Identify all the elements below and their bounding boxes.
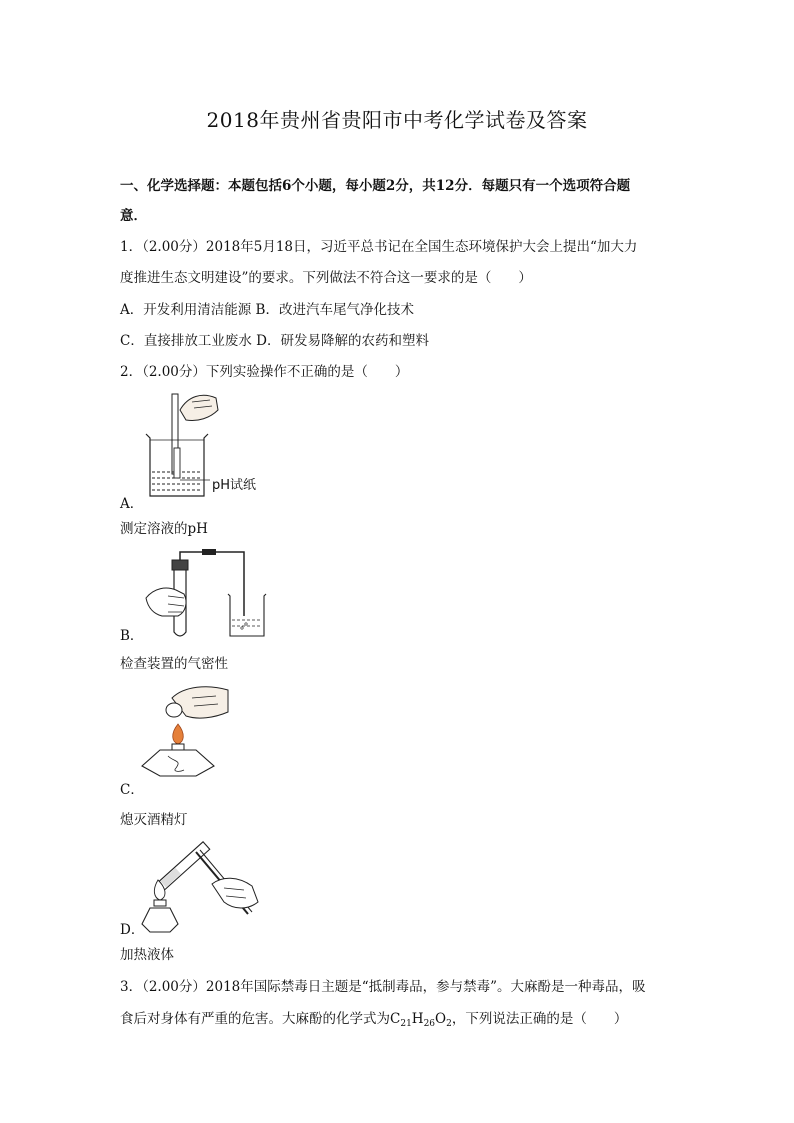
q3-stem-line1: 3．（2.00分）2018年国际禁毒日主题是“抵制毒品，参与禁毒”。大麻酚是一种毒品，吸	[120, 979, 646, 995]
ph-paper-label: pH试纸	[212, 478, 257, 493]
q2-option-c-caption: 熄灭酒精灯	[120, 812, 188, 828]
q2-option-d-letter: D．	[120, 922, 145, 938]
q2-option-a-letter: A．	[120, 496, 144, 512]
q1-stem-line1: 1．（2.00分）2018年5月18日，习近平总书记在全国生态环境保护大会上提出“加大力	[120, 239, 638, 255]
q2-option-c-letter: C．	[120, 782, 144, 798]
q1-options-cd: C．直接排放工业废水 D．研发易降解的农药和塑料	[120, 333, 429, 349]
alcohol-lamp-figure	[132, 680, 242, 780]
heating-liquid-figure	[140, 836, 270, 936]
section-heading-line2: 意．	[120, 208, 147, 224]
document-title: 2018年贵州省贵阳市中考化学试卷及答案	[206, 108, 588, 132]
q2-option-b-letter: B．	[120, 628, 144, 644]
q2-option-b-caption: 检查装置的气密性	[120, 656, 228, 672]
airtightness-figure	[140, 546, 280, 642]
q2-option-a-caption: 测定溶液的pH	[120, 521, 208, 537]
q2-stem: 2．（2.00分）下列实验操作不正确的是（ ）	[120, 364, 409, 380]
section-heading-line1: 一、化学选择题：本题包括6个小题，每小题2分，共12分．每题只有一个选项符合题	[120, 178, 631, 194]
q2-option-d-caption: 加热液体	[120, 947, 174, 963]
q1-options-ab: A．开发利用清洁能源 B．改进汽车尾气净化技术	[120, 302, 414, 318]
q3-stem-line2: 食后对身体有严重的危害。大麻酚的化学式为$C_{21}H_{26}O_2$，下列说法正确的是（ ）	[120, 1011, 628, 1029]
q1-stem-line2: 度推进生态文明建设”的要求。下列做法不符合这一要求的是（ ）	[120, 270, 532, 286]
